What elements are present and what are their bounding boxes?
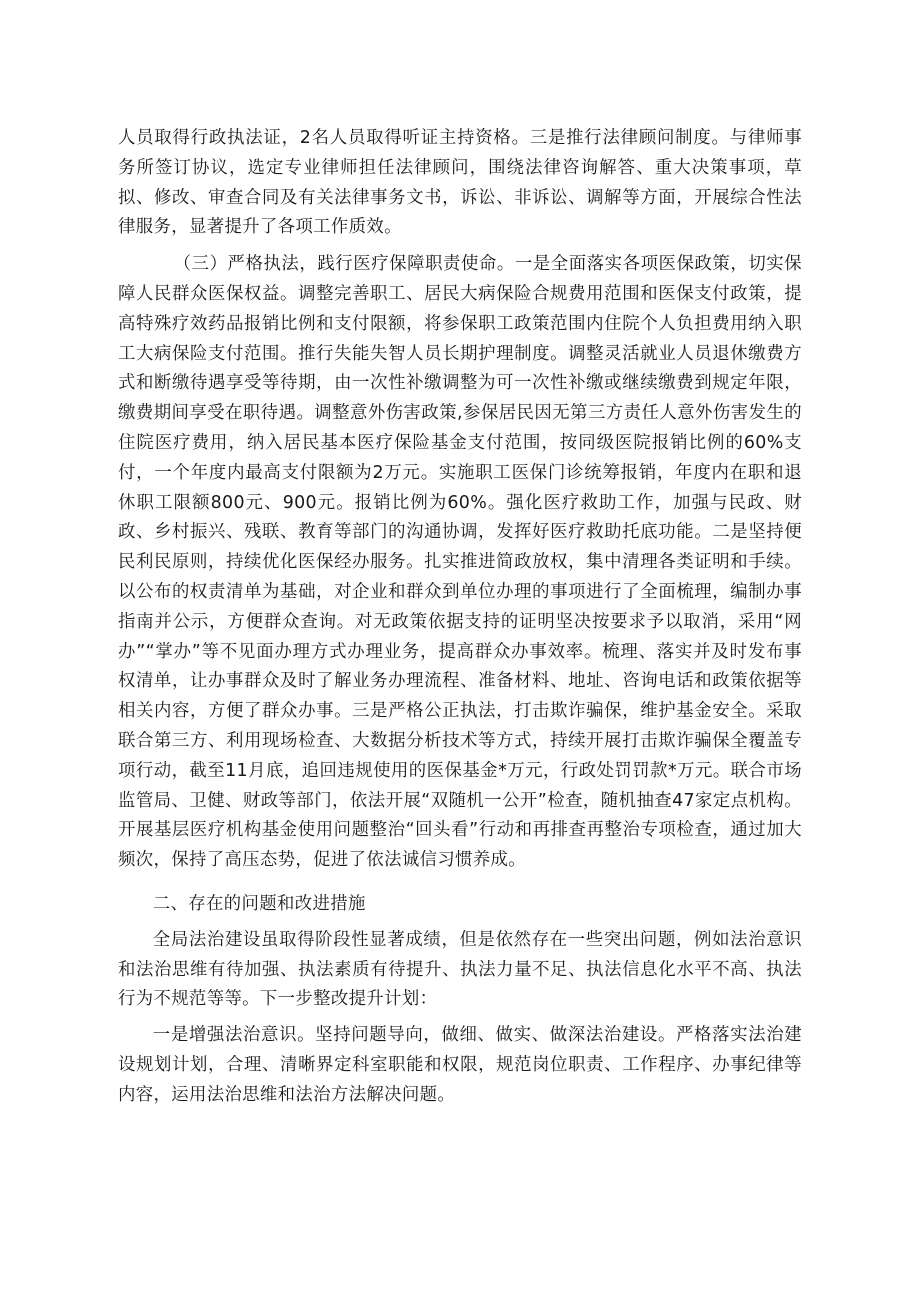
paragraph-problems: 全局法治建设虽取得阶段性显著成绩，但是依然存在一些突出问题，例如法治意识和法治思维有待加强、执法素质有待提升、执法力量不足、执法信息化水平不高、执法行为不规范等等。下一步整改提升计划：: [118, 929, 802, 1010]
paragraph-measure-1: 一是增强法治意识。坚持问题导向，做细、做实、做深法治建设。严格落实法治建设规划计划，合理、清晰界定科室职能和权限，规范岗位职责、工作程序、办事纪律等内容，运用法治思维和法治方法解决问题。: [118, 1025, 802, 1105]
paragraph-continuation: 人员取得行政执法证，2名人员取得听证主持资格。三是推行法律顾问制度。与律师事务所签订协议，选定专业律师担任法律顾问，围绕法律咨询解答、重大决策事项，草拟、修改、审查合同及有关法律事务文书，诉讼、非诉讼、调解等方面，开展综合性法律服务，显著提升了各项工作质效。: [118, 128, 802, 238]
section-heading: 二、存在的问题和改进措施: [152, 893, 366, 914]
document-body: [118, 124, 802, 1111]
paragraph-section-3: （三）严格执法，践行医疗保障职责使命。一是全面落实各项医保政策，切实保障人民群众医保权益。调整完善职工、居民大病保险合规费用范围和医保支付政策，提高特殊疗效药品报销比例和支付限额，将参保职工政策范围内住院个人负担费用纳入职工大病保险支付范围。推行失能失智人员长期护理制度。调整灵活就业人员退休缴费方式和断缴待遇享受等待期，由一次性补缴调整为可一次性补缴或继续缴费到规定年限，缴费期间享受在职待遇。调整意外伤害政策,参保居民因无第三方责任人意外伤害发生的住院医疗费用，纳入居民基本医疗保险基金支付范围，按同级医院报销比例的60%支付，一个年度内最高支付限额为2万元。实施职工医保门诊统筹报销，年度内在职和退休职工限额800元、900元。报销比例为60%。强化医疗救助工作，加强与民政、财政、乡村振兴、残联、教育等部门的沟通协调，发挥好医疗救助托底功能。二是坚持便民利民原则，持续优化医保经办服务。扎实推进简政放权，集中清理各类证明和手续。以公布的权责清单为基础，对企业和群众到单位办理的事项进行了全面梳理，编制办事指南并公示，方便群众查询。对无政策依据支持的证明坚决按要求予以取消，采用“网办”“掌办”等不见面办理方式办理业务，提高群众办事效率。梳理、落实并及时发布事权清单，让办事群众及时了解业务办理流程、准备材料、地址、咨询电话和政策依据等相关内容，方便了群众办事。三是严格公正执法，打击欺诈骗保，维护基金安全。采取联合第三方、利用现场检查、大数据分析技术等方式，持续开展打击欺诈骗保全覆盖专项行动，截至11月底，追回违规使用的医保基金*万元，行政处罚罚款*万元。联合市场监管局、卫健、财政等部门，依法开展“双随机一公开”检查，随机抽查47家定点机构。开展基层医疗机构基金使用问题整治“回头看”行动和再排查再整治专项检查，通过加大频次，保持了高压态势，促进了依法诚信习惯养成。: [118, 254, 802, 871]
